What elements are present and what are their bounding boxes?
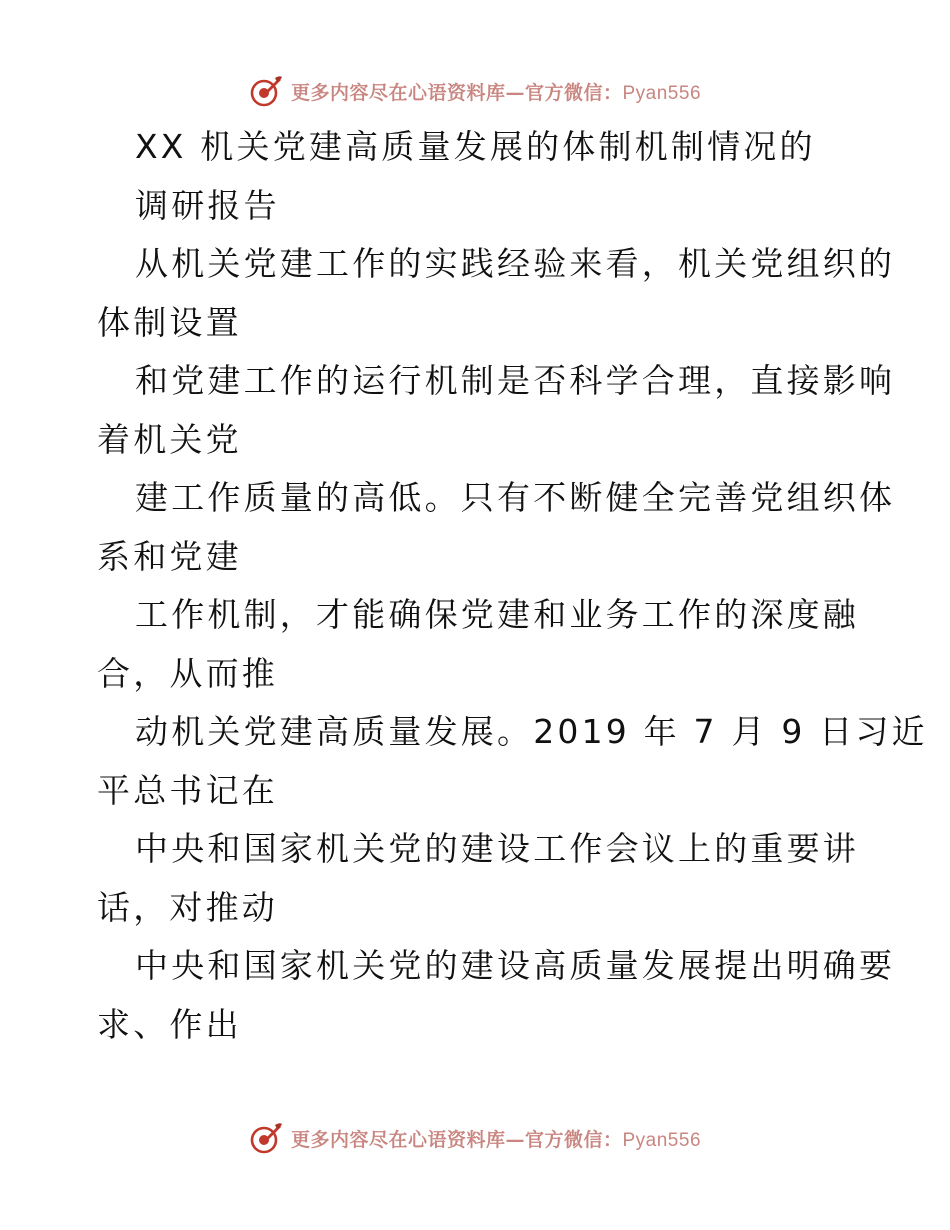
body-text-line: 话，对推动 bbox=[97, 887, 278, 927]
footer-watermark bbox=[0, 1118, 950, 1158]
header-watermark bbox=[0, 71, 950, 111]
watermark-text: 更多内容尽在心语资料库—官方微信： bbox=[290, 1128, 623, 1151]
quill-logo-icon bbox=[249, 1121, 283, 1155]
body-text-line: 平总书记在 bbox=[97, 770, 278, 810]
watermark-text: 更多内容尽在心语资料库—官方微信： bbox=[290, 81, 623, 104]
watermark-wechat-id: Pyan556 bbox=[622, 82, 702, 104]
body-text-line: 工作机制，才能确保党建和业务工作的深度融 bbox=[135, 595, 859, 634]
watermark-wechat-id: Pyan556 bbox=[622, 1129, 702, 1151]
body-text-line: 中央和国家机关党的建设工作会议上的重要讲 bbox=[135, 829, 859, 868]
body-text-line: XX 机关党建高质量发展的体制机制情况的 bbox=[135, 127, 816, 166]
body-text-line: 求、作出 bbox=[97, 1004, 242, 1044]
quill-logo-icon bbox=[249, 74, 283, 108]
body-text-line: 和党建工作的运行机制是否科学合理，直接影响 bbox=[135, 361, 896, 400]
body-text-line: 从机关党建工作的实践经验来看，机关党组织的 bbox=[135, 244, 896, 283]
body-text-line: 系和党建 bbox=[97, 536, 242, 576]
body-text-line: 建工作质量的高低。只有不断健全完善党组织体 bbox=[135, 478, 896, 517]
body-text-line: 动机关党建高质量发展。2019 年 7 月 9 日习近 bbox=[135, 712, 928, 751]
body-text-line: 体制设置 bbox=[97, 302, 242, 342]
document-body bbox=[97, 118, 928, 1054]
body-text-line: 着机关党 bbox=[97, 419, 242, 459]
body-text-line: 合，从而推 bbox=[97, 653, 278, 693]
body-text-line: 调研报告 bbox=[135, 185, 280, 225]
body-text-line: 中央和国家机关党的建设高质量发展提出明确要 bbox=[135, 946, 896, 985]
